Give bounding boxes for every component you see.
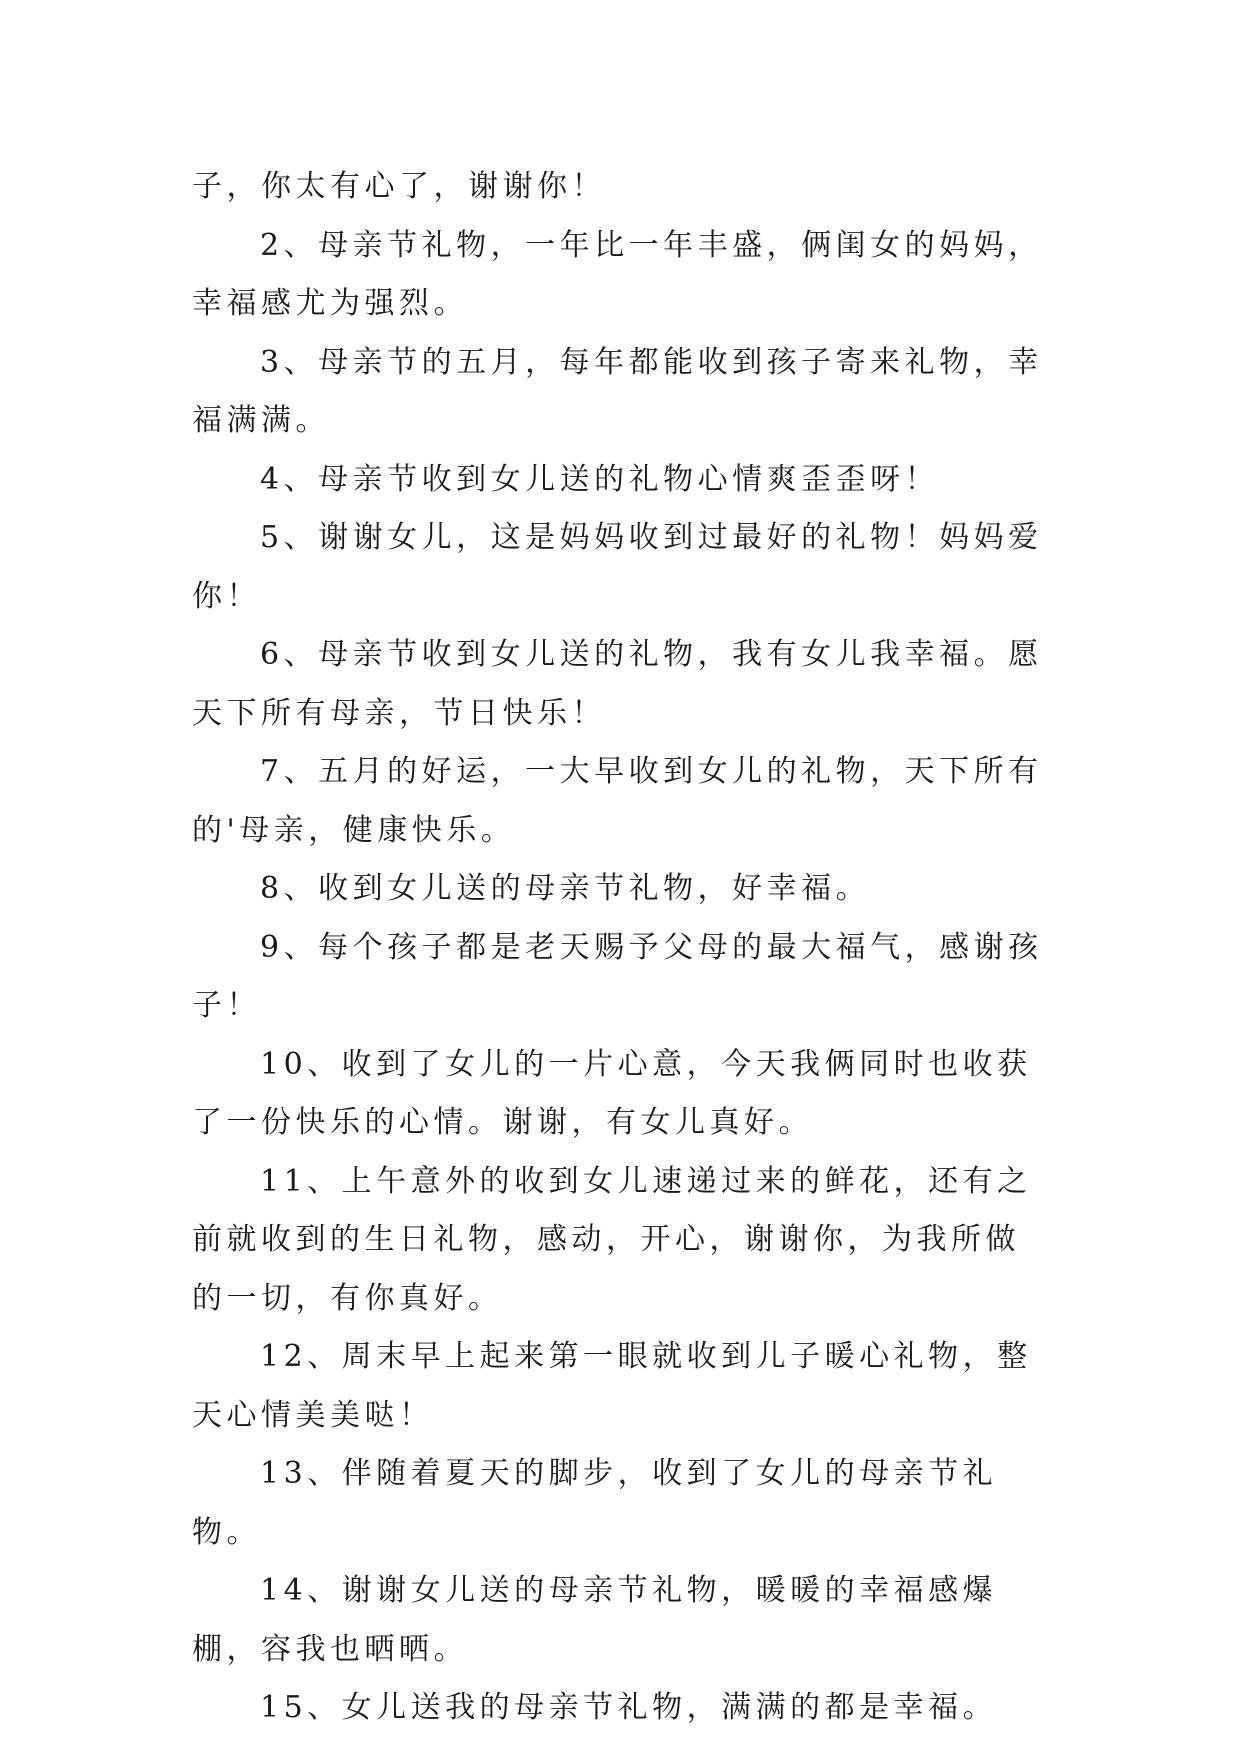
document-body — [192, 158, 1052, 1738]
paragraph-item-9: 9、每个孩子都是老天赐予父母的最大福气，感谢孩子！ — [192, 929, 1043, 1023]
paragraph-item-11: 11、上午意外的收到女儿速递过来的鲜花，还有之前就收到的生日礼物，感动，开心，谢谢你，为我所做的一切，有你真好。 — [192, 1163, 1032, 1316]
paragraph-item-6: 6、母亲节收到女儿送的礼物，我有女儿我幸福。愿天下所有母亲，节日快乐！ — [192, 637, 1043, 731]
paragraph-item-12: 12、周末早上起来第一眼就收到儿子暖心礼物，整天心情美美哒！ — [192, 1339, 1032, 1433]
paragraph-item-10: 10、收到了女儿的一片心意，今天我俩同时也收获了一份快乐的心情。谢谢，有女儿真好。 — [192, 1046, 1032, 1140]
paragraph-item-15: 15、女儿送我的母亲节礼物，满满的都是幸福。 — [260, 1690, 998, 1725]
paragraph-item-5: 5、谢谢女儿，这是妈妈收到过最好的礼物！妈妈爱你！ — [192, 520, 1043, 614]
paragraph-item-14: 14、谢谢女儿送的母亲节礼物，暖暖的幸福感爆棚，容我也晒晒。 — [192, 1573, 998, 1667]
paragraph-item-13: 13、伴随着夏天的脚步，收到了女儿的母亲节礼物。 — [192, 1456, 998, 1550]
paragraph-item-3: 3、母亲节的五月，每年都能收到孩子寄来礼物，幸福满满。 — [192, 344, 1043, 438]
paragraph-item-8: 8、收到女儿送的母亲节礼物，好幸福。 — [260, 871, 871, 906]
paragraph-item-4: 4、母亲节收到女儿送的礼物心情爽歪歪呀！ — [260, 461, 940, 497]
paragraph-item-7: 7、五月的好运，一大早收到女儿的礼物，天下所有的'母亲，健康快乐。 — [192, 754, 1043, 848]
paragraph-item-2: 2、母亲节礼物，一年比一年丰盛，俩闺女的妈妈，幸福感尤为强烈。 — [192, 227, 1043, 321]
paragraph-continuation: 子，你太有心了，谢谢你！ — [192, 169, 606, 204]
